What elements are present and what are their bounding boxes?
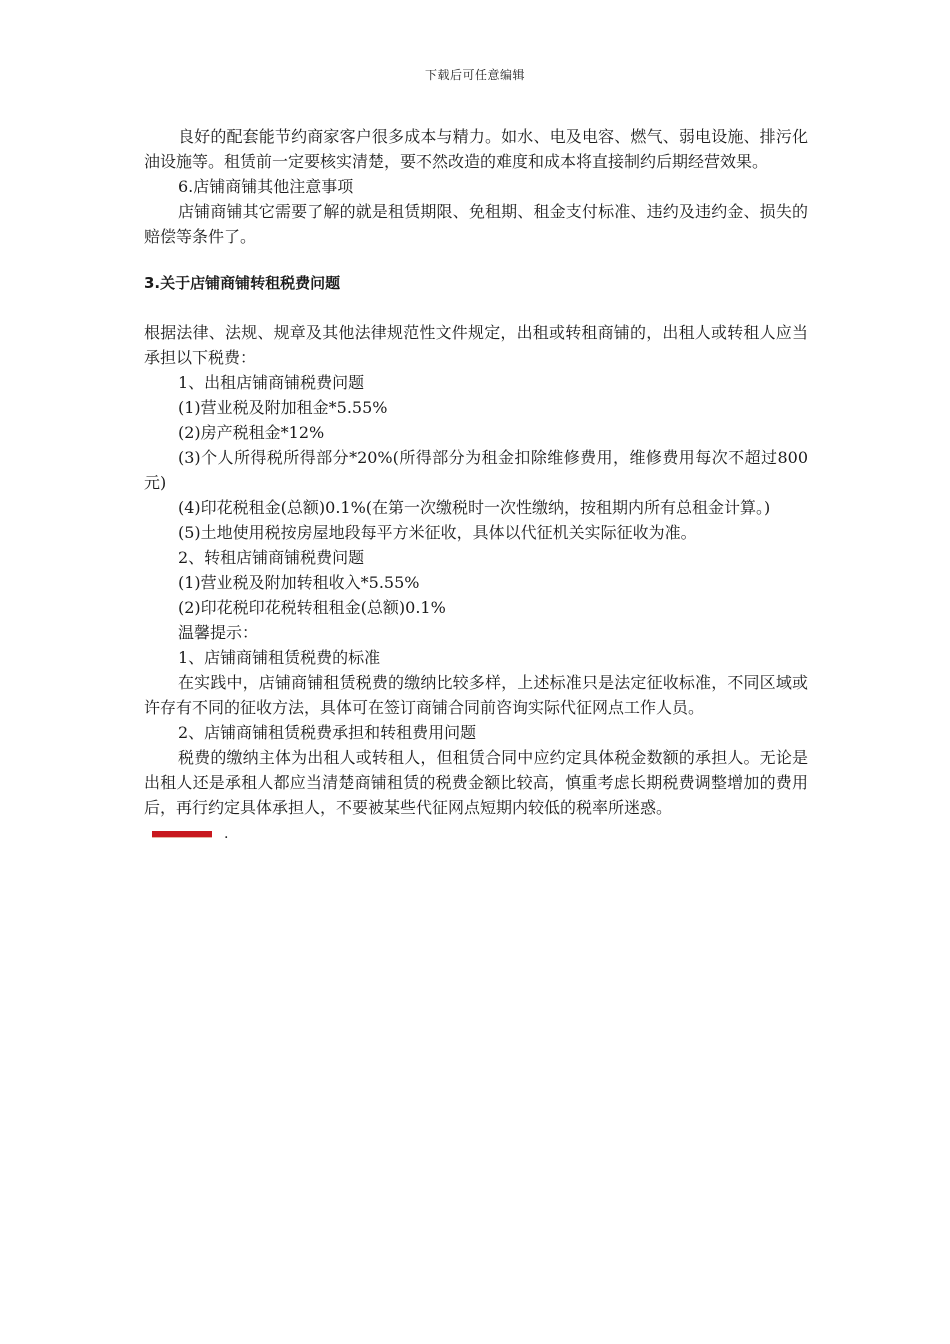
rent-tax-item: (1)营业税及附加租金*5.55%: [178, 398, 388, 417]
red-divider-bar: [152, 831, 212, 838]
tip2-title: 2、店铺商铺租赁税费承担和转租费用问题: [178, 723, 477, 742]
tip1-paragraph: 在实践中，店铺商铺租赁税费的缴纳比较多样，上述标准只是法定征收标准，不同区域或许存有不同的征收方法，具体可在签订商铺合同前咨询实际代征网点工作人员。: [144, 673, 808, 717]
rent-tax-item: (2)房产税租金*12%: [178, 423, 325, 442]
page-header: 下载后可任意编辑: [424, 68, 525, 82]
item6-title: 6.店铺商铺其他注意事项: [178, 177, 354, 196]
rent-tax-item: (4)印花税租金(总额)0.1%(在第一次缴税时一次性缴纳，按租期内所有总租金计算。): [178, 498, 771, 517]
tip2-paragraph: 税费的缴纳主体为出租人或转租人，但租赁合同中应约定具体税金数额的承担人。无论是出租人还是承租人都应当清楚商铺租赁的税费金额比较高，慎重考虑长期税费调整增加的费用后，再行约定具体承担人，不要被某些代征网点短期内较低的税率所迷惑。: [144, 748, 808, 817]
section3-intro: 根据法律、法规、规章及其他法律规范性文件规定，出租或转租商铺的，出租人或转租人应当承担以下税费：: [144, 323, 808, 367]
tips-label: 温馨提示：: [178, 623, 259, 642]
item6-paragraph: 店铺商铺其它需要了解的就是租赁期限、免租期、租金支付标准、违约及违约金、损失的赔偿等条件了。: [144, 202, 808, 246]
rent-tax-item: (5)土地使用税按房屋地段每平方米征收，具体以代征机关实际征收为准。: [178, 523, 697, 542]
end-marker: [144, 826, 808, 842]
tip1-title: 1、店铺商铺租赁税费的标准: [178, 648, 381, 667]
rent-tax-item: (3)个人所得税所得部分*20%(所得部分为租金扣除维修费用，维修费用每次不超过800元): [144, 448, 808, 492]
section3-heading: 3.关于店铺商铺转租税费问题: [144, 274, 341, 292]
sublet-tax-item: (1)营业税及附加转租收入*5.55%: [178, 573, 420, 592]
end-dot: .: [224, 826, 229, 842]
sublet-tax-title: 2、转租店铺商铺税费问题: [178, 548, 365, 567]
sublet-tax-item: (2)印花税印花税转租租金(总额)0.1%: [178, 598, 446, 617]
rent-tax-title: 1、出租店铺商铺税费问题: [178, 373, 365, 392]
document-body: [144, 124, 808, 842]
intro-paragraph: 良好的配套能节约商家客户很多成本与精力。如水、电及电容、燃气、弱电设施、排污化油设施等。租赁前一定要核实清楚，要不然改造的难度和成本将直接制约后期经营效果。: [144, 127, 808, 171]
